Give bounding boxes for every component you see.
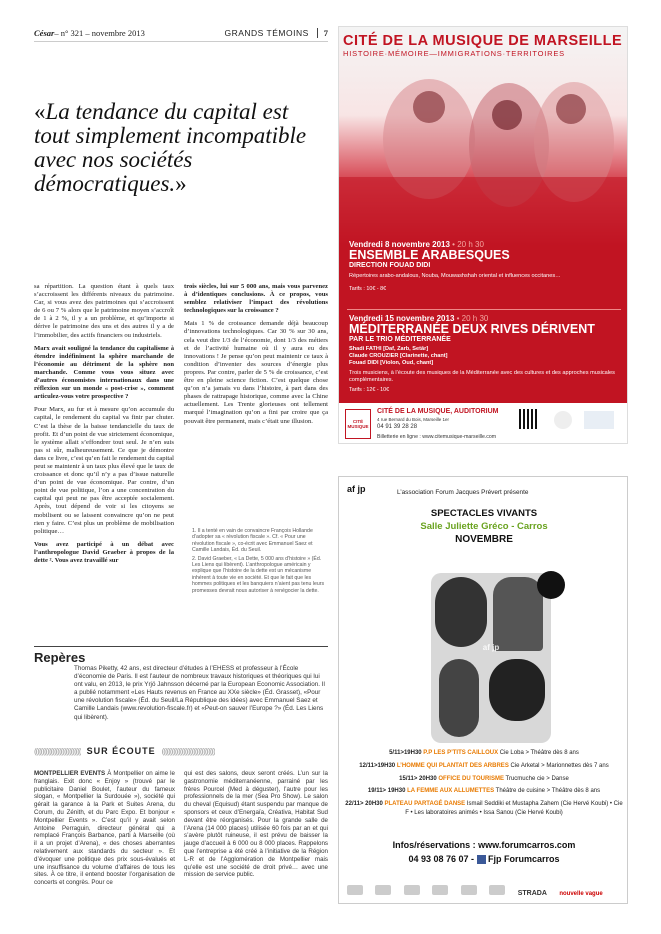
facebook-page[interactable]: Fjp Forumcarros xyxy=(488,854,560,864)
contact-line xyxy=(339,854,628,864)
ecoute-text: À Montpellier on aime le franglais. Exit donc « Enjoy » (trouvé par le publicitaire Daniel Boulet, l’auteur du fameux slogan, « Montpellier la Surdouée »), société qui gérait la garance à la Park et Suites Arena, du Corum, du Zénith, et du Parc Expo. Et bonjour « Montpellier Events ». C’est qu’il y avait selon Antoine Perraguin, directeur général qui a remplacé François Barbance, parti à Marseille (où il a un projet d’Arena), « des choses aberrantes relativement aux standards du secteur ». Et d’évoquer une politique des prix sous-évalués et une insuffisance du volume d’affaires de tous les sites. À ce titre, il entend booster l’organisation de concerts et congrès. Pour ce xyxy=(34,770,175,887)
quote-text: La tendance du capital est tout simplement incompatible avec nos sociétés démocratiques. xyxy=(34,99,307,196)
event-time: • 20 h 30 xyxy=(452,240,484,249)
ecoute-column-1 xyxy=(34,770,175,887)
artist: Claude CROUZIER [Clarinette, chant] xyxy=(349,353,448,359)
event-subtitle: DIRECTION FOUAD DIDI xyxy=(349,262,431,269)
cite-musique-logo: CITÉ MUSIQUE xyxy=(345,409,371,439)
event-subtitle: PAR LE TRIO MÉDITERRANÉE xyxy=(349,336,451,343)
musicians-illustration xyxy=(339,27,628,247)
program-item: 12/11>19H30 L’HOMME QUI PLANTAIT DES ARBRES Cie Arketal > Marionnettes dès 7 ans xyxy=(359,762,609,769)
strada-logo: STRADA xyxy=(517,890,547,897)
footnotes xyxy=(184,528,328,596)
ad-footer xyxy=(339,403,628,444)
paragraph: Mais 1 % de croissance demande déjà beaucoup d’innovations technologiques. Car 30 % sur 30 ans, cela veut dire 1/3 de l’économie, dont 1/3 des métiers et de l’activité humaine où il y aura eu des innovations ! Je pense qu’on peut maintenir ce taux à condition d’inventer des sources d’énergie plus propres. Par contre, parler de 5 % de croissance, c’est être en pleine science fiction. C’est quelque chose qu’on n’a jamais vu dans l’histoire, à part dans des phases de rattrapage historique, comme avec la Chine actuellement. Les Trente glorieuses ont tellement marqué l’imagination qu’on a fini par croire que ça pouvait être permanent, mais c’était une illusion. xyxy=(184,320,328,425)
reperes-title: Repères xyxy=(34,646,328,665)
ad-cite-musique xyxy=(338,26,628,444)
partner-logo xyxy=(461,885,477,895)
shows-heading: SPECTACLES VIVANTS xyxy=(430,508,538,519)
venue-name: CITÉ DE LA MUSIQUE, AUDITORIUM xyxy=(377,408,499,415)
question: Marx avait souligné la tendance du capitalisme à étendre indéfiniment la sphère marchande de l’économie au détriment de la sphère non marchande. Comme vous vous situez avec d’autres économistes internationaux dans une réflexion sur un monde « post-crise », comment articulez-vous votre prospective ? xyxy=(34,344,174,401)
booking-link[interactable]: Billetterie en ligne : www.citemusique-marseille.com xyxy=(377,434,497,440)
artist: Shadi FATHI [Daf, Zarb, Setâr] xyxy=(349,346,429,352)
event-description: Trois musiciens, à l’écoute des musiques de la Méditerranée avec des cultures et des approches musicales complémentaires. xyxy=(349,370,615,383)
event-price: Tarifs : 10€ - 8€ xyxy=(349,286,387,292)
info-label: Infos/réservations : xyxy=(392,840,476,850)
afjp-big-logo-text: af jp xyxy=(482,643,500,652)
reperes-text: Thomas Piketty, 42 ans, est directeur d’études à l’EHESS et professeur à l’École d’économie de Paris. Il est l’auteur de nombreux travaux historiques et théoriques qui lui ont valu, en 2013, le prix Yrjö Jahnsson décerné par la European Economic Association. Il a publié notamment «Les Hauts revenus en France au XXe siècle» (Éd. Grasset), «Pour une révolution fiscale» (Éd. du Seuil/La République des idées) avec Emmanuel Saez et Camille Landais (www.revolution-fiscale.fr) et «Peut-on sauver l’Europe ?» (Éd. Les Liens qui libèrent). xyxy=(74,665,325,721)
event-description: Répertoires arabo-andalous, Nouba, Mouwashshah oriental et influences occitanes… xyxy=(349,273,561,279)
question: Vous avez participé à un débat avec l’anthropologue David Graeber à propos de la dette ². Vous avez travaillé sur xyxy=(34,540,174,564)
ecoute-text: qui est des salons, deux seront créés. L’un sur la gastronomie méditerranéenne, parrainé par les frères Pourcel (Med à déguster), l’autre pour les professionnels de la mer (Sea Pro Show). Le salon du cheval (Equisud) étant suspendu par manque de sponsors et ceux d’Energaïa, Créativa, Habitat Sud devant être réorganisés. Pour la grande salle de l’Arena (14 000 places) utilisée 60 fois par an et qui s’avère plutôt ruineuse, il est prévu de baisser la jauge d’accueil à 6 000 ou 8 000 places. Rappelons que l’entreprise a été créé à l’initiative de la Région L-R et de l’Agglomération de Montpellier mais qu’elle est une société de droit privé… avec une mission de service public. xyxy=(184,770,328,879)
decorative-parens: (((((((((((((((((((((((((((((((( xyxy=(161,746,215,756)
footnote: 1. Il a tenté en vain de convaincre François Hollande d’adopter sa « révolution fiscale ». Cf. « Pour une révolution fiscale », co-écrit avec Emmanuel Saez et Camille Landais, Éd. du Seuil. xyxy=(192,528,313,554)
event-1 xyxy=(349,240,621,292)
program-item: 19/11> 19H30 LA FEMME AUX ALLUMETTES Théâtre de cuisine > Théâtre dès 8 ans xyxy=(367,788,601,795)
ecoute-column-2 xyxy=(184,770,328,879)
decorative-parens: (((((((((((((((((((((((((((( xyxy=(34,746,81,756)
venue-phone: 04 91 39 28 28 xyxy=(377,424,418,430)
ecoute-lead: MONTPELLIER EVENTS xyxy=(34,770,106,777)
ad-forum-jacques-prevert xyxy=(338,476,628,904)
program-item: 22/11> 20H30 PLATEAU PARTAGÉ DANSE Ismail Seddiki et Mustapha Zahem (Cie Hervé Koubi) • Cie F • Les laboratoires animés • Issa Sanou (Cie Hervé Koubi) xyxy=(345,801,623,816)
organizer: L’association Forum Jacques Prévert présente xyxy=(397,489,529,496)
partner-logo xyxy=(404,885,420,895)
ad-subtitle: HISTOIRE·MÉMOIRE—IMMIGRATIONS·TERRITOIRES xyxy=(343,49,565,58)
event-date: Vendredi 15 novembre 2013 xyxy=(349,314,455,323)
pull-quote xyxy=(34,100,328,196)
quote-open-mark: « xyxy=(34,99,46,124)
article-column-1 xyxy=(34,283,174,570)
facebook-icon xyxy=(477,855,486,864)
musicians-photo xyxy=(339,27,628,247)
partner-logos xyxy=(347,882,621,900)
ad-title: CITÉ DE LA MUSIQUE DE MARSEILLE xyxy=(343,33,623,49)
issue-info: – n° 321 – novembre 2013 xyxy=(54,28,145,38)
quote-close-mark: » xyxy=(175,171,187,196)
footnote: 2. David Graeber, « La Dette, 5 000 ans d’histoire » (Éd. Les Liens qui libèrent). L’anthropologue américain y explique que l’histoire de la dette est un mécanisme inhérent à toute vie en société. Et que le fait que les hommes politiques et les banquiers n’aient pas tenu leurs promesses devrait nous autoriser à renégocier la dette. xyxy=(192,555,325,594)
afjp-big-logo xyxy=(431,573,551,743)
section-title: GRANDS TÉMOINS xyxy=(224,28,309,38)
info-line xyxy=(339,840,628,850)
qr-code-icon xyxy=(519,409,539,429)
artist: Fouad DIDI [Violon, Oud, chant] xyxy=(349,360,434,366)
event-time: • 20 h 30 xyxy=(456,314,489,323)
website-link[interactable]: www.forumcarros.com xyxy=(478,840,576,850)
page-number: 7 xyxy=(317,28,328,38)
magazine-name: César xyxy=(34,28,55,38)
venue-heading: Salle Juliette Gréco - Carros xyxy=(420,521,548,532)
article-column-2 xyxy=(184,283,328,431)
program-item: 5/11>19H30 P.P LES P’TITS CAILLOUX Cie Loba > Théâtre dès 8 ans xyxy=(389,750,579,756)
partner-logo xyxy=(347,885,363,895)
partner-logo xyxy=(489,885,505,895)
event-title: MÉDITERRANÉE DEUX RIVES DÉRIVENT xyxy=(349,322,595,336)
paragraph: Pour Marx, au fur et à mesure qu’on accumule du capital, le rendement du capital va finir par chuter. C’est la thèse de la baisse tendancielle du taux de profit. Et d’un point de vue strictement économique, le système allait s’effondrer tout seul. Je n’en suis pas si sûr, malheureusement. Ce que je démontre dans ce livre, c’est qu’en fait le rendement du capital peut se maintenir à un taux plus élevé que le taux de croissance et donc qu’il n’y a pas d’issue naturelle d’un point de vue économique. Par contre, d’un point de vue politique, l’on a une concentration du capital qui peut ne pas être acceptée socialement. Après, tout dépend de voir si les citoyens se mobilisent ou se laissent convaincre qu’on ne peut rien y faire. C’est plus un problème de mobilisation politique… xyxy=(34,406,174,535)
event-title: ENSEMBLE ARABESQUES xyxy=(349,248,510,262)
divider xyxy=(347,309,621,310)
event-date: Vendredi 8 novembre 2013 xyxy=(349,240,450,249)
partner-logo xyxy=(432,885,448,895)
sponsor-logo xyxy=(584,411,614,429)
program-list xyxy=(345,749,623,818)
event-2 xyxy=(349,314,621,393)
splash-icon xyxy=(537,571,565,599)
page-header xyxy=(34,28,328,42)
event-price: Tarifs : 12€ - 10€ xyxy=(349,387,390,393)
phone: 04 93 08 76 07 - xyxy=(408,854,474,864)
sur-ecoute-banner xyxy=(34,745,328,757)
program-item: 15/11> 20H30 OFFICE DU TOURISME Trucmuche cie > Danse xyxy=(399,775,569,782)
nouvelle-vague-logo: nouvelle vague xyxy=(559,891,603,897)
partner-logo xyxy=(375,885,391,895)
question: trois siècles, lui sur 5 000 ans, mais vous parvenez à d’identiques conclusions. À ce propos, vous semblez relativiser l’impact des révolutions technologiques sur la croissance ? xyxy=(184,283,328,315)
month-heading: NOVEMBRE xyxy=(455,534,513,545)
sponsor-logo xyxy=(554,411,572,429)
sur-ecoute-label: SUR ÉCOUTE xyxy=(86,746,156,756)
afjp-small-logo: af jp xyxy=(347,484,366,494)
venue-address: 4 rue Bernard du Bois, Marseille 1er xyxy=(377,417,450,422)
paragraph: sa répartition. La question étant à quels taux s’accroissent les différents niveaux du patrimoine. Car, si vous avez des patrimoines qui s’accroissent de 6 ou 7 % alors que le patrimoine moyen s’accroît de 1 à 2 %, il y a un problème, et qu’importe si dérive le patrimoine des uns et des autres il y a de l’immobilier, des actifs financiers ou industriels. xyxy=(34,283,174,339)
